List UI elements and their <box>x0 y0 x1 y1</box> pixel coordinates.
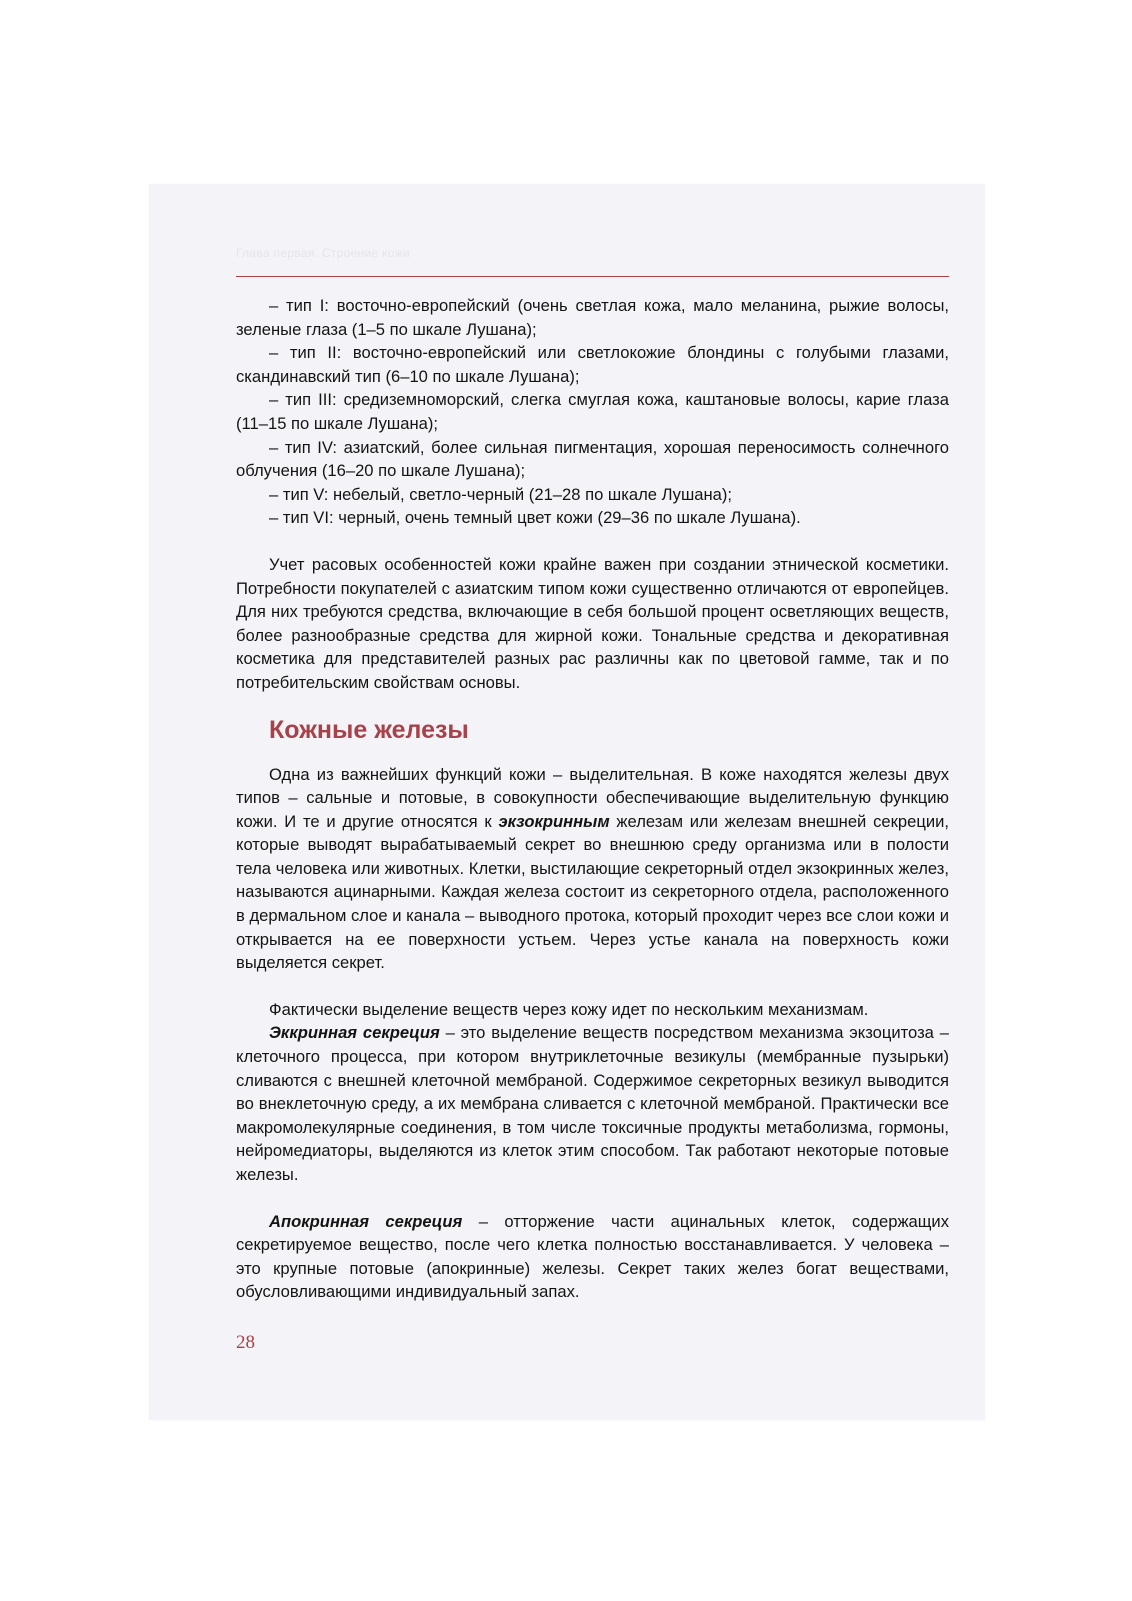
list-item: – тип V: небелый, светло-черный (21–28 по шкале Лушана); <box>269 484 733 504</box>
paragraph-mechanisms: Фактически выделение веществ через кожу идет по нескольким механизмам. <box>269 999 869 1019</box>
list-item: – тип IV: азиатский, более сильная пигментация, хорошая переносимость солнечного облучения (16–20 по шкале Лушана); <box>236 437 949 481</box>
term-apocrine: Апокринная секреция <box>269 1211 463 1231</box>
list-item: – тип II: восточно-европейский или светлокожие блондины с голубыми глазами, скандинавский тип (6–10 по шкале Лушана); <box>236 343 949 386</box>
term-exocrine: экзокринным <box>498 811 610 831</box>
paragraph-apocrine <box>236 1210 949 1304</box>
list-item: – тип VI: черный, очень темный цвет кожи (29–36 по шкале Лушана). <box>269 508 801 528</box>
paragraph-race: Учет расовых особенностей кожи крайне важен при создании этнической косметики. Потребности покупателей с азиатским типом кожи существенно отличаются от европейцев. Для них требуются средства, включающие в себя большой процент осветляющих веществ, более разнообразные средства для жирной кожи. Тональные средства и декоративная косметика для представителей разных рас различны как по цветовой гамме, так и по потребительским свойствам основы. <box>236 554 949 692</box>
running-head: Глава первая. Строение кожи <box>236 246 410 260</box>
term-eccrine: Эккринная секреция <box>269 1023 440 1043</box>
paragraph-eccrine <box>236 1021 949 1186</box>
apocrine-text: – отторжение части ацинальных клеток, содержащих секретируемое вещество, после чего клетка полностью восстанавливается. У человека – это крупные потовые (апокринные) железы. Секрет таких желез богат веществами, обусловливающими индивидуальный запах. <box>236 1211 949 1302</box>
paragraph-glands <box>236 763 949 975</box>
header-rule <box>236 276 949 277</box>
book-page <box>149 184 985 1420</box>
paragraph-glands-text-cont: железам или железам внешней секреции, которые выводят вырабатываемый секрет во внешнюю среду организма или в полости тела человека или животных. Клетки, выстилающие секреторный отдел экзокринных желез, называются ацинарными. Каждая железа состоит из секреторного отдела, расположенного в дермальном слое и канала – выводного протока, который проходит через все слои кожи и открывается на ее поверхности устьем. Через устье канала на поверхность кожи выделяется секрет. <box>236 811 949 973</box>
page-content <box>236 294 949 1304</box>
page-number: 28 <box>236 1332 255 1353</box>
eccrine-text: – это выделение веществ посредством механизма экзоцитоза – клеточного процесса, при котором внутриклеточные везикулы (мембранные пузырьки) сливаются с внешней клеточной мембраной. Содержимое секреторных везикул выводится во внеклеточную среду, а их мембрана сливается с клеточной мембраной. Практически все макромолекулярные соединения, в том числе токсичные продукты метаболизма, гормоны, нейромедиаторы, выделяются из клеток этим способом. Так работают некоторые потовые железы. <box>236 1023 949 1184</box>
section-heading: Кожные железы <box>269 715 469 744</box>
skin-type-list <box>236 294 949 530</box>
list-item: – тип III: средиземноморский, слегка смуглая кожа, каштановые волосы, карие глаза (11–15 по шкале Лушана); <box>236 390 949 433</box>
paragraph-glands-text: Одна из важнейших функций кожи – выделительная. В коже находятся железы двух типов – сальные и потовые, в совокупности обеспечивающие выделительную функцию кожи. И те и другие относятся к <box>236 764 949 831</box>
list-item: – тип I: восточно-европейский (очень светлая кожа, мало меланина, рыжие волосы, зеленые глаза (1–5 по шкале Лушана); <box>236 296 949 339</box>
